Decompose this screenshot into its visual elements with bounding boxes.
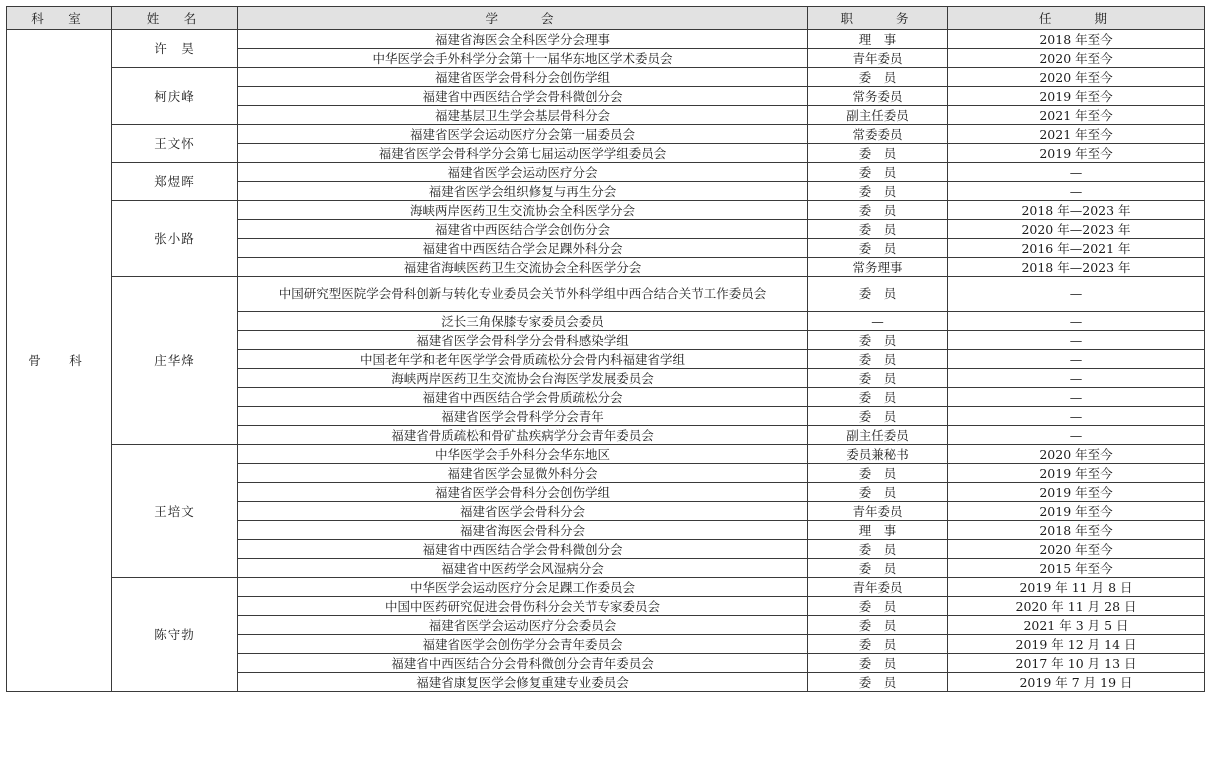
position-cell: 青年委员 <box>808 502 948 521</box>
position-cell: 青年委员 <box>808 578 948 597</box>
position-cell: 委 员 <box>808 673 948 692</box>
position-cell: 委 员 <box>808 635 948 654</box>
table-row <box>7 125 1205 144</box>
society-cell: 海峡两岸医药卫生交流协会全科医学分会 <box>238 201 808 220</box>
position-cell: 委 员 <box>808 182 948 201</box>
term-cell: 2018 年至今 <box>948 521 1205 540</box>
position-cell: 委 员 <box>808 559 948 578</box>
term-cell: 2021 年至今 <box>948 125 1205 144</box>
position-cell: 委 员 <box>808 464 948 483</box>
membership-table <box>6 6 1205 692</box>
society-cell: 福建省医学会运动医疗分会第一届委员会 <box>238 125 808 144</box>
member-name-cell: 柯庆峰 <box>112 68 238 125</box>
term-cell: 2019 年至今 <box>948 464 1205 483</box>
term-cell: 2019 年至今 <box>948 87 1205 106</box>
table-row <box>7 163 1205 182</box>
position-cell: 常委委员 <box>808 125 948 144</box>
member-name-cell: 王文怀 <box>112 125 238 163</box>
position-cell: — <box>808 312 948 331</box>
society-cell: 中国研究型医院学会骨科创新与转化专业委员会关节外科学组中西合结合关节工作委员会 <box>238 277 808 312</box>
member-name-cell: 庄华烽 <box>112 277 238 445</box>
term-cell: 2020 年 11 月 28 日 <box>948 597 1205 616</box>
term-cell: 2019 年至今 <box>948 483 1205 502</box>
society-cell: 福建省海医会全科医学分会理事 <box>238 30 808 49</box>
table-row <box>7 30 1205 49</box>
society-cell: 福建省医学会骨科分会 <box>238 502 808 521</box>
position-cell: 常务理事 <box>808 258 948 277</box>
society-cell: 泛长三角保膝专家委员会委员 <box>238 312 808 331</box>
table-row <box>7 201 1205 220</box>
term-cell: 2019 年 11 月 8 日 <box>948 578 1205 597</box>
society-cell: 福建省中西医结合学会骨科微创分会 <box>238 87 808 106</box>
table-row <box>7 68 1205 87</box>
society-cell: 福建省中西医结合学会骨科微创分会 <box>238 540 808 559</box>
term-cell: — <box>948 407 1205 426</box>
position-cell: 副主任委员 <box>808 106 948 125</box>
position-cell: 委 员 <box>808 350 948 369</box>
position-cell: 委 员 <box>808 201 948 220</box>
term-cell: 2021 年至今 <box>948 106 1205 125</box>
position-cell: 委 员 <box>808 483 948 502</box>
society-cell: 中国老年学和老年医学学会骨质疏松分会骨内科福建省学组 <box>238 350 808 369</box>
term-cell: 2021 年 3 月 5 日 <box>948 616 1205 635</box>
position-cell: 理 事 <box>808 30 948 49</box>
term-cell: — <box>948 163 1205 182</box>
member-name-cell: 张小路 <box>112 201 238 277</box>
term-cell: 2019 年至今 <box>948 144 1205 163</box>
society-cell: 福建省海医会骨科分会 <box>238 521 808 540</box>
society-cell: 福建省医学会运动医疗分会 <box>238 163 808 182</box>
term-cell: — <box>948 277 1205 312</box>
position-cell: 委 员 <box>808 239 948 258</box>
society-cell: 福建省医学会骨科学分会骨科感染学组 <box>238 331 808 350</box>
term-cell: — <box>948 388 1205 407</box>
term-cell: 2020 年至今 <box>948 540 1205 559</box>
society-cell: 福建省骨质疏松和骨矿盐疾病学分会青年委员会 <box>238 426 808 445</box>
society-cell: 中国中医药研究促进会骨伤科分会关节专家委员会 <box>238 597 808 616</box>
society-cell: 福建省中西医结合学会足踝外科分会 <box>238 239 808 258</box>
society-cell: 福建省中医药学会风湿病分会 <box>238 559 808 578</box>
term-cell: 2019 年 12 月 14 日 <box>948 635 1205 654</box>
term-cell: 2018 年—2023 年 <box>948 201 1205 220</box>
position-cell: 理 事 <box>808 521 948 540</box>
position-cell: 委 员 <box>808 369 948 388</box>
term-cell: 2019 年 7 月 19 日 <box>948 673 1205 692</box>
header-society: 学 会 <box>238 7 808 30</box>
term-cell: 2019 年至今 <box>948 502 1205 521</box>
position-cell: 委 员 <box>808 331 948 350</box>
term-cell: — <box>948 182 1205 201</box>
society-cell: 中华医学会运动医疗分会足踝工作委员会 <box>238 578 808 597</box>
society-cell: 福建省医学会创伤学分会青年委员会 <box>238 635 808 654</box>
term-cell: 2015 年至今 <box>948 559 1205 578</box>
position-cell: 青年委员 <box>808 49 948 68</box>
position-cell: 委 员 <box>808 144 948 163</box>
header-name: 姓 名 <box>112 7 238 30</box>
position-cell: 委 员 <box>808 540 948 559</box>
member-name-cell: 陈守勃 <box>112 578 238 692</box>
society-cell: 福建省医学会骨科分会创伤学组 <box>238 68 808 87</box>
member-name-cell: 许 昊 <box>112 30 238 68</box>
term-cell: 2018 年至今 <box>948 30 1205 49</box>
position-cell: 委 员 <box>808 407 948 426</box>
term-cell: — <box>948 350 1205 369</box>
table-body <box>7 30 1205 692</box>
society-cell: 福建基层卫生学会基层骨科分会 <box>238 106 808 125</box>
header-row <box>7 7 1205 30</box>
society-cell: 福建省中西医结合分会骨科微创分会青年委员会 <box>238 654 808 673</box>
society-cell: 福建省海峡医药卫生交流协会全科医学分会 <box>238 258 808 277</box>
society-cell: 福建省医学会组织修复与再生分会 <box>238 182 808 201</box>
society-cell: 福建省中西医结合学会骨质疏松分会 <box>238 388 808 407</box>
society-cell: 中华医学会手外科分会华东地区 <box>238 445 808 464</box>
society-cell: 海峡两岸医药卫生交流协会台海医学发展委员会 <box>238 369 808 388</box>
term-cell: — <box>948 426 1205 445</box>
position-cell: 委 员 <box>808 163 948 182</box>
term-cell: 2020 年至今 <box>948 68 1205 87</box>
society-cell: 福建省医学会显微外科分会 <box>238 464 808 483</box>
term-cell: 2020 年—2023 年 <box>948 220 1205 239</box>
table-row <box>7 445 1205 464</box>
term-cell: — <box>948 331 1205 350</box>
member-name-cell: 郑煜晖 <box>112 163 238 201</box>
society-cell: 福建省医学会骨科学分会青年 <box>238 407 808 426</box>
position-cell: 委 员 <box>808 616 948 635</box>
position-cell: 委 员 <box>808 220 948 239</box>
table-row <box>7 277 1205 312</box>
position-cell: 委 员 <box>808 277 948 312</box>
society-cell: 福建省康复医学会修复重建专业委员会 <box>238 673 808 692</box>
table-row <box>7 578 1205 597</box>
header-department: 科 室 <box>7 7 112 30</box>
position-cell: 委 员 <box>808 654 948 673</box>
term-cell: 2020 年至今 <box>948 49 1205 68</box>
term-cell: 2018 年—2023 年 <box>948 258 1205 277</box>
society-cell: 福建省医学会骨科学分会第七届运动医学学组委员会 <box>238 144 808 163</box>
term-cell: — <box>948 312 1205 331</box>
position-cell: 委 员 <box>808 597 948 616</box>
department-cell: 骨 科 <box>7 30 112 692</box>
position-cell: 委 员 <box>808 388 948 407</box>
position-cell: 副主任委员 <box>808 426 948 445</box>
term-cell: 2016 年—2021 年 <box>948 239 1205 258</box>
society-cell: 福建省医学会骨科分会创伤学组 <box>238 483 808 502</box>
member-name-cell: 王培文 <box>112 445 238 578</box>
society-cell: 福建省医学会运动医疗分会委员会 <box>238 616 808 635</box>
position-cell: 委员兼秘书 <box>808 445 948 464</box>
header-position: 职 务 <box>808 7 948 30</box>
term-cell: — <box>948 369 1205 388</box>
society-cell: 中华医学会手外科学分会第十一届华东地区学术委员会 <box>238 49 808 68</box>
term-cell: 2017 年 10 月 13 日 <box>948 654 1205 673</box>
society-cell: 福建省中西医结合学会创伤分会 <box>238 220 808 239</box>
header-term: 任 期 <box>948 7 1205 30</box>
position-cell: 常务委员 <box>808 87 948 106</box>
term-cell: 2020 年至今 <box>948 445 1205 464</box>
position-cell: 委 员 <box>808 68 948 87</box>
